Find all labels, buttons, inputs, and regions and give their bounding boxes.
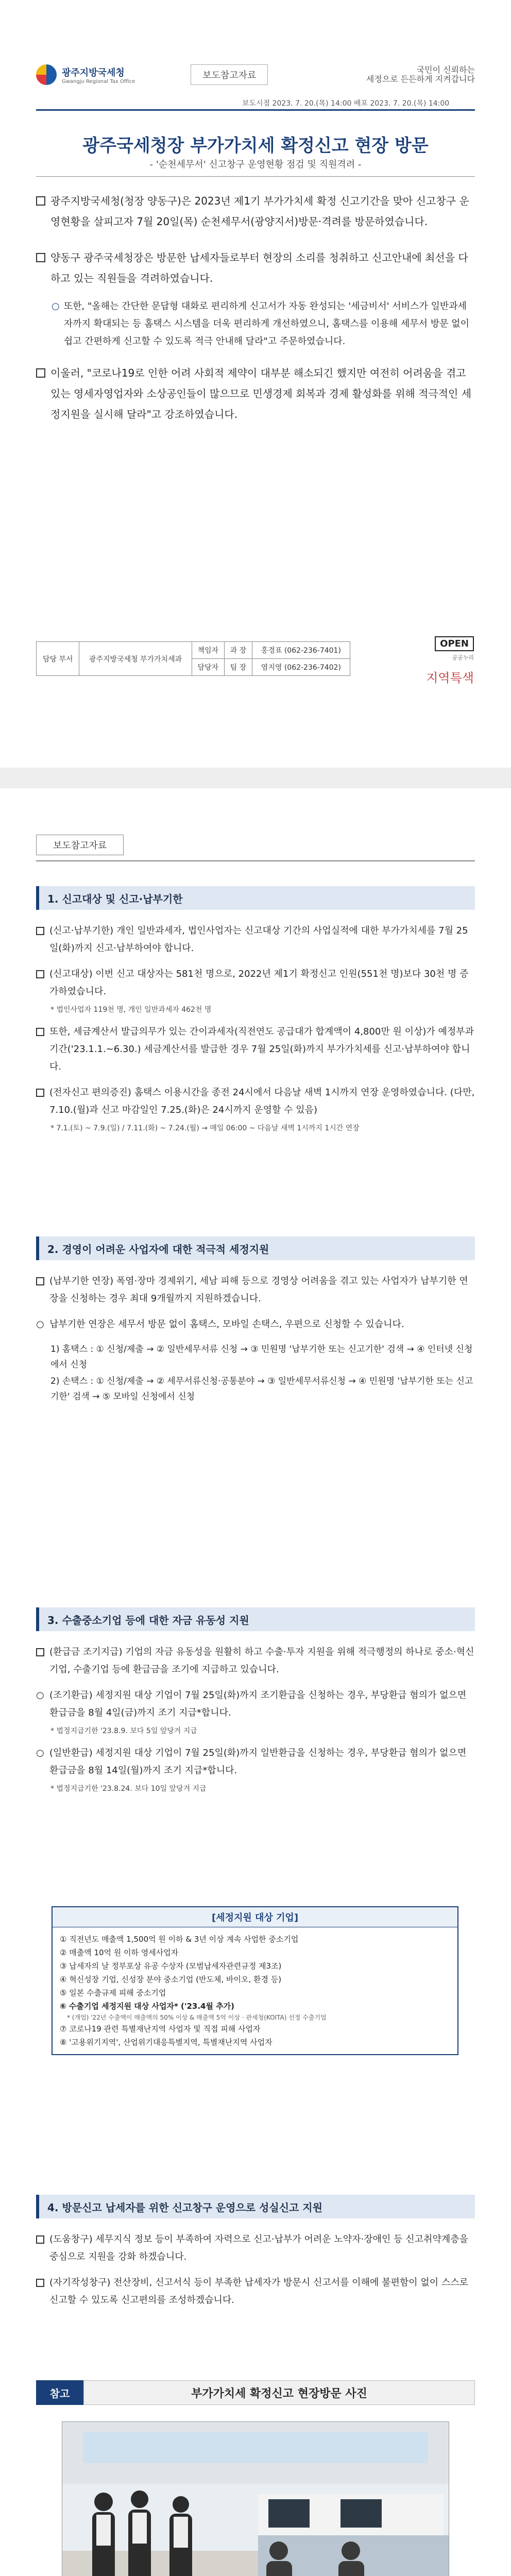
reference-title: 부가가치세 확정신고 현장방문 사진 — [83, 2380, 475, 2405]
checkbox-icon — [36, 1028, 44, 1036]
open-license-badge: OPEN — [435, 636, 474, 651]
section-header: 2. 경영이 어려운 사업자에 대한 적극적 세정지원 — [36, 1236, 475, 1260]
reference-header — [36, 2380, 475, 2405]
divider — [36, 860, 475, 861]
page-subtitle: - '순천세무서' 신고창구 운영현황 점검 및 직원격려 - — [149, 159, 362, 170]
paragraph: 광주지방국세청(청장 양동구)은 2023년 제1기 부가가치세 확정 신고기간을 맞아 신고창구 운영현황을 살피고자 7월 20일(목) 순천세무서(광양지서)방문·격려를 방문하였습니다. — [36, 191, 475, 232]
section-body: (신고·납부기한) 개인 일반과세자, 법인사업자는 신고대상 기간의 사업실적에 대한 부가가치세를 7월 25일(화)까지 신고·납부하여야 합니다. (신고대상) 이번 신고 대상자는 581천 명으로, 2022년 제1기 확정신고 인원(551천 명)보다 30천 명 증가하였습니다. * 법인사업자 119천 명, 개인 일반과세자 462천 명 또한, 세금계산서 발급의무가 있는 간이과세자(직전연도 공급대가 합계액이 4,800만 원 이상)가 예정부과기간('23.1.1.~6.30.) 세금계산서를 발급한 경우 7월 25일(화)까지 부가가치세를 신고·납부하여야 합니다. (전자신고 편의증진) 홈택스 이용시간을 종전 24시에서 다음날 새벽 1시까지 연장 운영하였습니다. (다만, 7.10.(월)과 신고 마감일인 7.25.(화)은 24시까지 운영할 수 있음) * 7.1.(토) ~ 7.9.(일) / 7.11.(화) ~ 7.24.(월) → 매일 06:00 ~ 다음날 새벽 1시까지 1시간 연장 — [36, 922, 475, 1142]
criterion: ② 매출액 10억 원 이하 영세사업자 — [60, 1948, 179, 1957]
header — [36, 57, 475, 93]
eligibility-box: [세정지원 대상 기업] ① 직전년도 매출액 1,500억 원 이하 & 3년 이상 계속 사업한 중소기업 ② 매출액 10억 원 이하 영세사업자 ③ 납세자의 날 정부포상 유공 수상자 (모범납세자관련규정 제3조) ④ 혁신성장 기업, 신성장 분야 중소기업 (반도체, 바이오, 환경 등) ⑤ 일본 수출규제 피해 중소기업 ⑥ 수출기업 세정지원 대상 사업자* ('23.4월 추가) * (개업) '22년 수출액이 매출액의 50% 이상 & 매출액 5억 이상 · 관세청(KOITA) 선정 수출기업 ⑦ 코로나19 관련 특별재난지역 사업자 및 직접 피해 사업자 ⑧ '고용위기지역', 산업위기대응특별지역, 특별재난지역 사업자 — [52, 1906, 458, 2055]
checkbox-icon — [36, 927, 44, 935]
checkbox-icon — [36, 2235, 44, 2244]
checkbox-icon — [36, 1277, 44, 1285]
sub-paragraph: ○ 또한, "올해는 간단한 문답형 대화로 편리하게 신고서가 자동 완성되는 '세금비서' 서비스가 일반과세자까지 확대되는 등 홈택스 시스템을 더욱 편리하게 개선하였으니, 홈택스를 이용해 세무서 방문 없이 쉽고 간편하게 신고할 수 있도록 적극 안내해 달라"고 주문하였습니다. — [52, 298, 475, 350]
site-visit-photo-1 — [62, 2421, 449, 2576]
checkbox-icon — [36, 196, 45, 206]
press-release-page-1 — [0, 0, 511, 762]
body — [36, 191, 475, 440]
criterion: ③ 납세자의 날 정부포상 유공 수상자 (모범납세자관련규정 제3조) — [60, 1961, 282, 1971]
circle-bullet-icon: ○ — [36, 1748, 44, 1758]
circle-bullet-icon: ○ — [52, 301, 60, 312]
dept-value: 광주지방국세청 부가가치세과 — [79, 642, 192, 676]
section-body: (납부기한 연장) 폭염·장마 경제위기, 세남 피해 등으로 경영상 어려움을 겪고 있는 사업자가 납부기한 연장을 신청하는 경우 최대 9개월까지 지원하겠습니다. ○ 납부기한 연장은 세무서 방문 없이 홈택스, 모바일 손택스, 우편으로 신청할 수 있습니다. 1) 홈택스 : ① 신청/제출 → ② 일반세무서류 신청 → ③ 민원명 '납부기한 또는 신고기한' 검색 → ④ 인터넷 신청에서 신청 2) 손택스 : ① 신청/제출 → ② 세무서류신청·공통분야 → ③ 일반세무서류신청 → ④ 민원명 '납부기한 또는 신고기한' 검색 → ⑤ 모바일 신청에서 신청 — [36, 1273, 475, 1409]
reference-tag: 참고 — [36, 2380, 83, 2405]
checkbox-icon — [36, 1089, 44, 1097]
criterion: ① 직전년도 매출액 1,500억 원 이하 & 3년 이상 계속 사업한 중소기업 — [60, 1935, 299, 1944]
checkbox-icon — [36, 253, 45, 262]
section-body: (환급금 조기지급) 기업의 자금 유동성을 원활히 하고 수출·투자 지원을 위해 적극행정의 하나로 중소·혁신기업, 수출기업 등에 환급금을 조기에 지급하고 있습니다. ○ (조기환급) 세정지원 대상 기업이 7월 25일(화)까지 조기환급을 신청하는 경우, 부당환급 혐의가 없으면 환급금을 8월 4일(금)까지 조기 지급*합니다. * 법정지급기한 '23.8.9. 보다 5일 앞당겨 지급 ○ (일반환급) 세정지원 대상 기업이 7월 25일(화)까지 일반환급을 신청하는 경우, 부당환급 혐의가 없으면 환급금을 8월 14일(월)까지 조기 지급*합니다. * 법정지급기한 '23.8.24. 보다 10일 앞당겨 지급 — [36, 1647, 474, 1793]
checkbox-icon — [36, 368, 45, 378]
press-release-page-2 — [0, 793, 511, 2576]
divider — [36, 176, 475, 177]
criterion: ⑦ 코로나19 관련 특별재난지역 사업자 및 직접 피해 사업자 — [60, 2024, 261, 2033]
criterion: ④ 혁신성장 기업, 신성장 분야 중소기업 (반도체, 바이오, 환경 등) — [60, 1975, 282, 1984]
section-body: (도움창구) 세무지식 정보 등이 부족하여 자력으로 신고·납부가 어려운 노약자·장애인 등 신고취약계층을 중심으로 지원을 강화 하겠습니다. (자기작성창구) 전산장비, 신고서식 등이 부족한 납세자가 방문시 신고서를 이해에 불편함이 없이 스스로 신고할 수 있도록 신고편의를 조성하겠습니다. — [36, 2231, 475, 2317]
criterion: ⑤ 일본 수출규제 피해 중소기업 — [60, 1988, 166, 1997]
contact-table: 담당 부서 광주지방국세청 부가가치세과 책임자 과 장 홍경표 (062-236-7401) 담당자 팀 장 염지영 (062-236-7402) — [36, 641, 350, 676]
dateline: 보도시점 2023. 7. 20.(목) 14:00 배포 2023. 7. 20.(목) 14:00 — [242, 99, 450, 108]
paragraph: 이울러, "코로나19로 인한 어려 사회적 제약이 대부분 해소되긴 했지만 여전히 어려움을 겪고 있는 영세자영업자와 소상공인들이 많으므로 민생경제 회복과 경제 활성화를 위해 적극적인 세정지원을 실시해 달라"고 강조하였습니다. — [36, 363, 475, 425]
circle-bullet-icon: ○ — [36, 1319, 44, 1330]
section-header: 3. 수출중소기업 등에 대한 자금 유동성 지원 — [36, 1607, 475, 1631]
eligibility-title: [세정지원 대상 기업] — [53, 1907, 457, 1927]
slogan: 국민이 신뢰하는 세정으로 든든하게 지켜갑니다 — [366, 65, 475, 84]
press-tag: 보도참고자료 — [191, 64, 268, 85]
checkbox-icon — [36, 970, 44, 978]
criterion: ⑥ 수출기업 세정지원 대상 사업자* ('23.4월 추가) — [60, 2002, 235, 2011]
page-tag: 보도참고자료 — [36, 835, 124, 855]
section-header: 1. 신고대상 및 신고·납부기한 — [36, 886, 475, 910]
page-title: 광주국세청장 부가가치세 확정신고 현장 방문 — [82, 135, 429, 156]
footer-logos: OPEN 공공누리 지역특색 — [371, 636, 474, 686]
section-header: 4. 방문신고 납세자를 위한 신고창구 운영으로 성실신고 지원 — [36, 2195, 475, 2218]
checkbox-icon — [36, 1648, 44, 1656]
criterion: ⑧ '고용위기지역', 산업위기대응특별지역, 특별재난지역 사업자 — [60, 2038, 272, 2047]
brand-logo: 지역특색 — [426, 671, 474, 685]
checkbox-icon — [36, 2279, 44, 2287]
page-gap — [0, 768, 511, 788]
paragraph: 양동구 광주국세청장은 방문한 납세자들로부터 현장의 소리를 청취하고 신고안내에 최선을 다하고 있는 직원들을 격려하였습니다. — [36, 247, 475, 289]
org-logo — [36, 64, 170, 85]
circle-bullet-icon: ○ — [36, 1690, 44, 1701]
dept-label: 담당 부서 — [37, 642, 79, 676]
emblem-icon — [36, 64, 57, 85]
org-name-en: Gwangju Regional Tax Office — [62, 78, 135, 84]
org-name: 광주지방국세청 — [62, 67, 125, 78]
procedure-list: 1) 홈택스 : ① 신청/제출 → ② 일반세무서류 신청 → ③ 민원명 '납부기한 또는 신고기한' 검색 → ④ 인터넷 신청에서 신청 2) 손택스 : ① 신청/제출 → ② 세무서류신청·공통분야 → ③ 일반세무서류신청 → ④ 민원명 '납부기한 또는 신고기한' 검색 → ⑤ 모바일 신청에서 신청 — [50, 1344, 473, 1402]
divider — [36, 109, 475, 111]
